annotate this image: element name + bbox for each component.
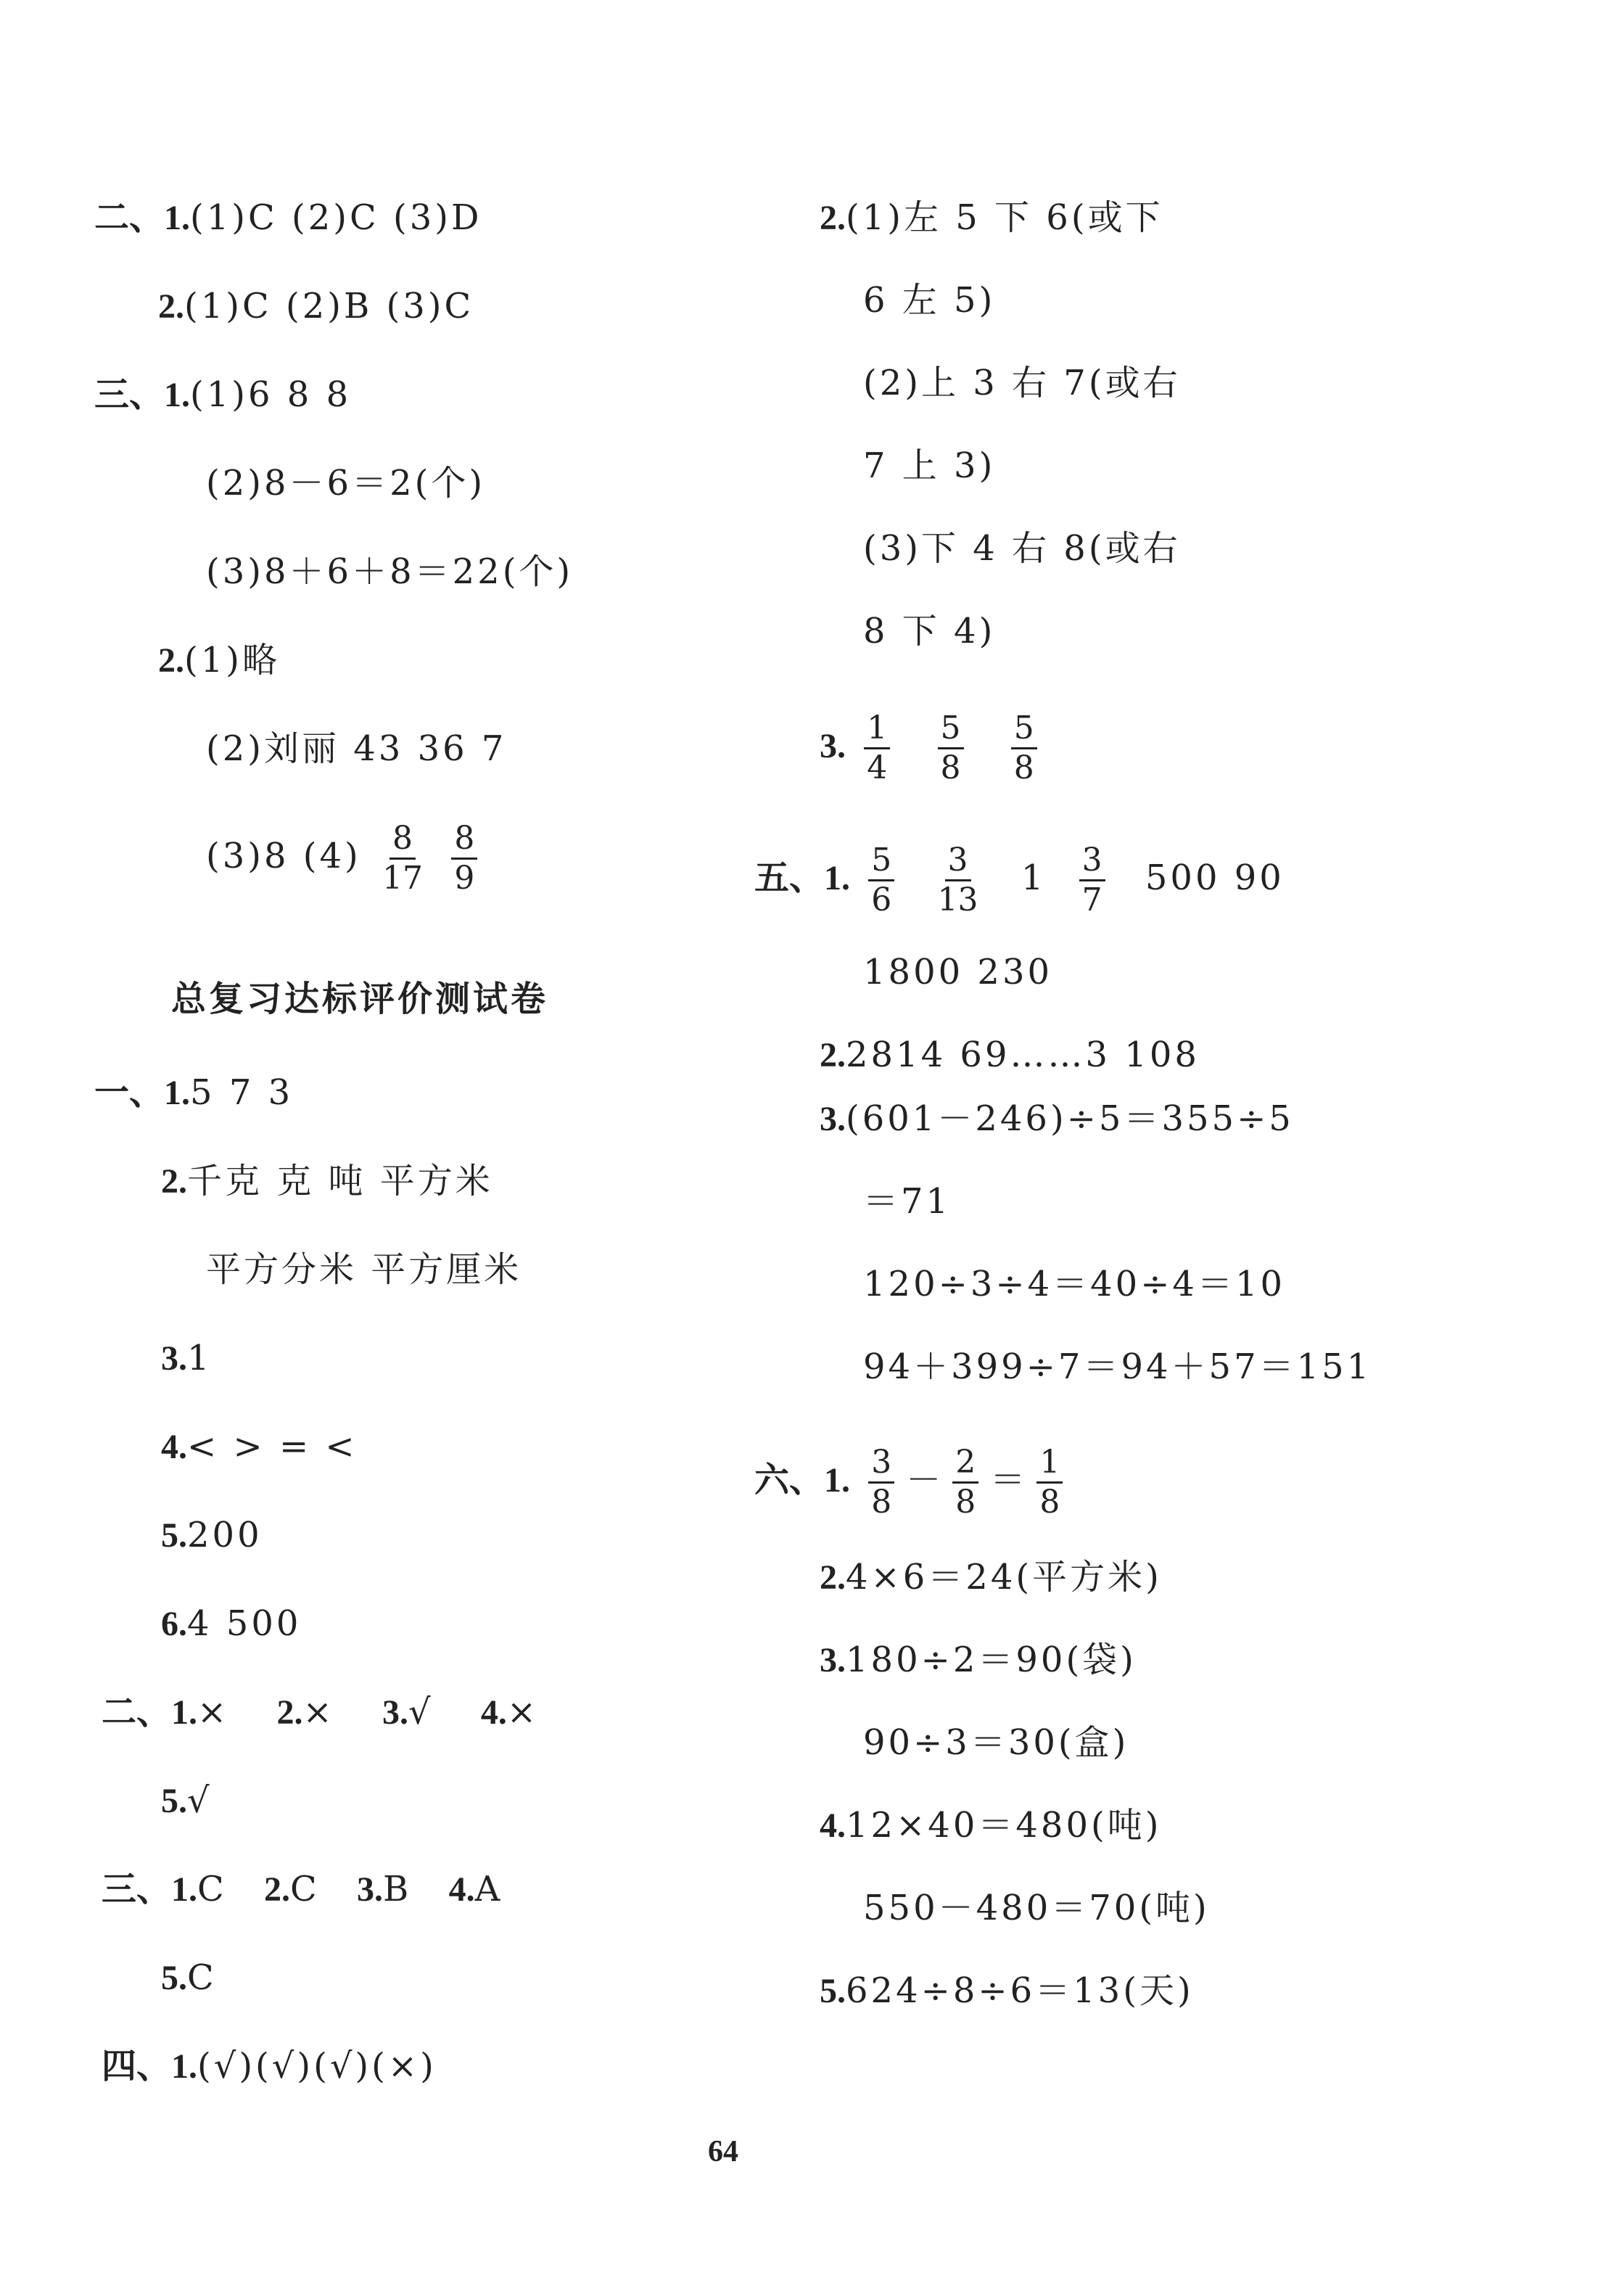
answer-line (206, 461, 485, 505)
question-number: 3. (820, 727, 846, 765)
answer-text: (601－246)÷5＝355÷5 (846, 1098, 1294, 1139)
answer-line (863, 279, 995, 322)
answer-text: × (302, 1692, 335, 1732)
question-number: 3. (357, 1870, 384, 1909)
answer-line (863, 1345, 1372, 1389)
fraction (451, 820, 477, 897)
answer-line (863, 444, 995, 488)
denominator: 8 (871, 1484, 892, 1521)
answer-text: (2)刘丽 43 36 7 (206, 728, 507, 769)
fraction (935, 842, 981, 919)
question-number: 3. (820, 1641, 846, 1679)
numerator: 5 (938, 710, 964, 749)
answer-line (863, 1886, 1210, 1930)
answer-line (863, 1262, 1285, 1306)
numerator: 5 (1011, 710, 1037, 749)
denominator: 9 (454, 860, 475, 897)
page-number: 64 (708, 2135, 738, 2168)
answer-line (820, 1804, 1161, 1848)
answer-text: C (197, 1869, 227, 1909)
answer-line (206, 727, 506, 770)
answer-text: √ (408, 1692, 434, 1732)
answer-line (161, 1602, 301, 1646)
answer-line (94, 1071, 293, 1115)
answer-line (102, 1867, 503, 1912)
answer-line (94, 196, 482, 240)
operator: － (906, 1460, 941, 1500)
fraction (379, 820, 426, 897)
answer-line (863, 361, 1181, 405)
answer-text: (1)6 8 8 (190, 374, 352, 415)
question-number: 3. (820, 1100, 846, 1138)
answer-text: (3)8 (4) (206, 836, 361, 876)
answer-line (754, 1444, 1070, 1521)
answer-line (161, 1513, 263, 1558)
question-number: 六、1. (754, 1461, 851, 1500)
operator: ＝ (990, 1460, 1026, 1500)
fraction (938, 710, 964, 787)
answer-line (161, 1159, 493, 1204)
answer-text: (2)8－6＝2(个) (206, 463, 486, 503)
numerator: 5 (868, 842, 894, 881)
answer-text: (1)C (2)B (3)C (184, 286, 474, 326)
answer-text: (2)上 3 右 7(或右 (863, 363, 1181, 403)
answer-line (206, 1248, 522, 1291)
answer-text: (1)C (2)C (3)D (190, 197, 482, 238)
answer-line (820, 1969, 1194, 2013)
answer-text: C (290, 1869, 320, 1909)
answer-line (206, 550, 573, 593)
question-number: 5. (161, 1959, 187, 1997)
answer-text: ＝71 (863, 1181, 952, 1222)
question-number: 2. (264, 1870, 291, 1909)
numerator: 8 (389, 820, 416, 860)
fraction (952, 1444, 978, 1521)
answer-text: × (506, 1692, 540, 1732)
answer-text: 平方分米 平方厘米 (206, 1249, 522, 1290)
denominator: 8 (1013, 749, 1034, 786)
question-number: 三、1. (102, 1870, 198, 1909)
section-heading: 总复习达标评价测试卷 (171, 979, 549, 1019)
answer-line (820, 1097, 1294, 1141)
answer-text: < > = < (187, 1426, 358, 1467)
answer-text: 4 500 (187, 1603, 302, 1644)
answer-line (820, 710, 1044, 787)
question-number: 二、1. (102, 1693, 198, 1732)
question-number: 3. (161, 1339, 187, 1378)
answer-text: (3)8＋6＋8＝22(个) (206, 551, 574, 592)
answer-line (161, 1956, 217, 2000)
fraction (1036, 1444, 1063, 1521)
answer-text: 1800 230 (863, 952, 1053, 992)
answer-line (161, 1336, 213, 1381)
question-number: 五、1. (754, 859, 851, 897)
answer-line (102, 2044, 437, 2089)
answer-line (820, 1638, 1137, 1682)
fraction (1011, 710, 1037, 787)
answer-line (158, 638, 280, 683)
answer-text: 200 (187, 1515, 263, 1555)
answer-text: 550－480＝70(吨) (863, 1888, 1210, 1928)
answer-line (158, 284, 474, 329)
answer-text: 6 左 5) (863, 280, 996, 321)
answer-text: B (383, 1869, 412, 1909)
answer-text: 180÷2＝90(袋) (846, 1640, 1137, 1680)
question-number: 二、1. (94, 199, 191, 237)
question-number: 2. (276, 1693, 303, 1732)
numerator: 3 (945, 842, 971, 881)
question-number: 三、1. (94, 376, 191, 414)
question-number: 2. (820, 1036, 846, 1074)
answer-text: 12×40＝480(吨) (846, 1805, 1162, 1846)
fraction (868, 1444, 894, 1521)
answer-text: 624÷8÷6＝13(天) (846, 1970, 1194, 2011)
answer-line (102, 1690, 539, 1735)
question-number: 5. (161, 1516, 187, 1555)
fraction (1079, 842, 1105, 919)
answer-text: 1 (1021, 858, 1047, 898)
answer-text: (1)左 5 下 6(或下 (846, 197, 1163, 238)
answer-line (863, 1180, 951, 1223)
answer-text: 1 (187, 1338, 213, 1378)
question-number: 2. (820, 199, 846, 237)
fraction (868, 842, 894, 919)
answer-text: (1)略 (184, 640, 280, 680)
answer-text: × (197, 1692, 230, 1732)
denominator: 4 (867, 749, 888, 786)
denominator: 7 (1081, 881, 1102, 918)
fraction (864, 710, 890, 787)
answer-text: C (187, 1957, 217, 1998)
question-number: 4. (448, 1870, 475, 1909)
numerator: 2 (952, 1444, 978, 1484)
answer-text: √ (187, 1780, 213, 1821)
numerator: 8 (451, 820, 477, 860)
answer-text: 120÷3÷4＝40÷4＝10 (863, 1264, 1286, 1304)
answer-text: (√)(√)(√)(×) (197, 2046, 437, 2086)
question-number: 2. (161, 1162, 187, 1201)
answer-line (820, 1033, 1200, 1077)
question-number: 4. (480, 1693, 507, 1732)
question-number: 3. (382, 1693, 408, 1732)
answer-text: 7 上 3) (863, 445, 996, 486)
answer-text: 千克 克 吨 平方米 (187, 1161, 493, 1201)
answer-text: 500 90 (1145, 858, 1285, 898)
question-number: 4. (820, 1806, 846, 1845)
denominator: 8 (940, 749, 961, 786)
answer-text: (3)下 4 右 8(或右 (863, 528, 1181, 569)
answer-line (863, 527, 1181, 570)
answer-line (863, 1721, 1129, 1764)
answer-line (754, 842, 1285, 919)
question-number: 一、1. (94, 1074, 191, 1112)
answer-text: 2814 69……3 108 (846, 1035, 1200, 1075)
denominator: 6 (871, 881, 892, 918)
answer-text: 94＋399÷7＝94＋57＝151 (863, 1346, 1372, 1387)
denominator: 8 (1039, 1484, 1060, 1521)
answer-line (161, 1779, 213, 1823)
question-number: 四、1. (102, 2047, 198, 2086)
answer-line (820, 196, 1163, 240)
answer-line (94, 373, 351, 417)
answer-line (820, 1555, 1162, 1600)
numerator: 1 (864, 710, 890, 749)
numerator: 3 (1079, 842, 1105, 881)
denominator: 13 (937, 881, 978, 918)
numerator: 3 (868, 1444, 894, 1484)
answer-line (161, 1425, 358, 1469)
answer-text: 4×6＝24(平方米) (846, 1557, 1162, 1597)
question-number: 5. (161, 1782, 187, 1820)
answer-text: A (474, 1869, 503, 1909)
question-number: 2. (820, 1558, 846, 1597)
question-number: 2. (158, 287, 184, 326)
denominator: 8 (955, 1484, 976, 1521)
answer-text: 8 下 4) (863, 611, 996, 651)
question-number: 4. (161, 1428, 187, 1466)
answer-text: 5 7 3 (190, 1072, 294, 1113)
question-number: 2. (158, 641, 184, 680)
answer-line (206, 820, 485, 897)
numerator: 1 (1036, 1444, 1063, 1484)
question-number: 6. (161, 1605, 187, 1643)
answer-line (863, 950, 1052, 994)
denominator: 17 (382, 860, 424, 897)
question-number: 5. (820, 1972, 846, 2010)
answer-text: 90÷3＝30(盒) (863, 1722, 1129, 1763)
answer-line (863, 609, 995, 653)
